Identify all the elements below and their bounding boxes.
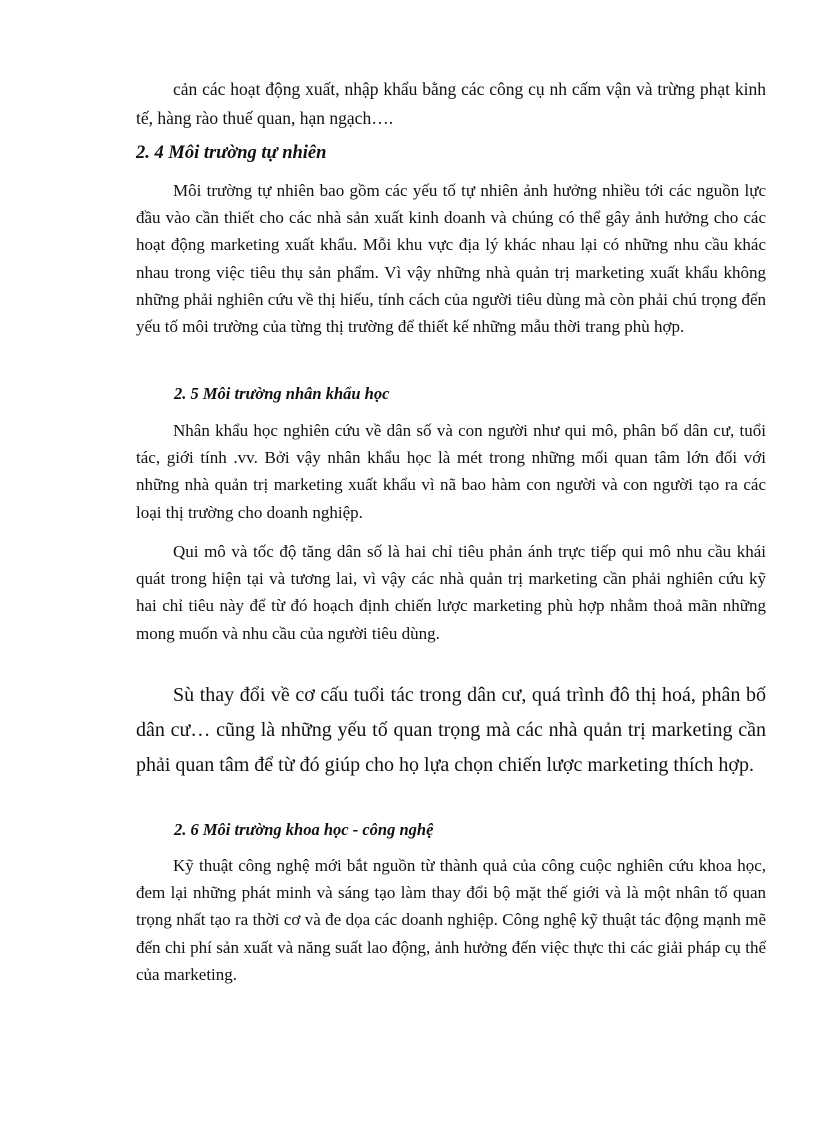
paragraph-continuation: cản các hoạt động xuất, nhập khẩu bằng các công cụ nh cấm vận và trừng phạt kinh tế, hàng rào thuế quan, hạn ngạch…. bbox=[136, 79, 766, 128]
paragraph-demographics-3: Sù thay đổi về cơ cấu tuổi tác trong dân cư, quá trình đô thị hoá, phân bố dân cư… cũng là những yếu tố quan trọng mà các nhà quản trị marketing cần phải quan tâm để từ đó giúp cho họ lựa chọn chiến lược marketing thích hợp. bbox=[136, 684, 766, 776]
paragraph-demographics-2: Qui mô và tốc độ tăng dân số là hai chỉ tiêu phản ánh trực tiếp qui mô nhu cầu khái quát trong hiện tại và tương lai, vì vậy các nhà quản trị marketing cần phải nghiên cứu kỹ hai chỉ tiêu này để từ đó hoạch định chiến lược marketing phù hợp nhằm thoả mãn những mong muốn và nhu cầu của người tiêu dùng. bbox=[136, 542, 766, 643]
paragraph-science-technology: Kỹ thuật công nghệ mới bắt nguồn từ thành quả của công cuộc nghiên cứu khoa học, đem lại những phát minh và sáng tạo làm thay đổi bộ mặt thế giới và là một nhân tố quan trọng nhất tạo ra thời cơ và đe dọa các doanh nghiệp. Công nghệ kỹ thuật tác động mạnh mẽ đến chi phí sản xuất và năng suất lao động, ảnh hưởng đến việc thực thi các giải pháp cụ thể của marketing. bbox=[136, 856, 766, 984]
section-heading-science-technology: 2. 6 Môi trường khoa học - công nghệ bbox=[174, 820, 434, 839]
paragraph-natural-environment: Môi trường tự nhiên bao gồm các yếu tố tự nhiên ảnh hưởng nhiều tới các nguồn lực đầu vào cần thiết cho các nhà sản xuất kinh doanh và chúng có thể gây ảnh hưởng cho các hoạt động marketing xuất khẩu. Mỗi khu vực địa lý khác nhau lại có những nhu cầu khác nhau trong việc tiêu thụ sản phẩm. Vì vậy những nhà quản trị marketing xuất khẩu không những phải nghiên cứu về thị hiếu, tính cách của người tiêu dùng mà còn phải chú trọng đến yếu tố môi trường của từng thị trường để thiết kế những mẫu thời trang phù hợp. bbox=[136, 181, 766, 337]
section-heading-natural-environment: 2. 4 Môi trường tự nhiên bbox=[136, 143, 327, 163]
section-heading-demographics: 2. 5 Môi trường nhân khẩu học bbox=[174, 384, 390, 403]
paragraph-demographics-1: Nhân khẩu học nghiên cứu về dân số và con người như qui mô, phân bố dân cư, tuổi tác, giới tính .vv. Bởi vậy nhân khẩu học là mét trong những mối quan tâm lớn đối với những nhà quản trị marketing xuất khẩu vì nã bao hàm con người và con người tạo ra các loại thị trường cho doanh nghiệp. bbox=[136, 421, 766, 522]
